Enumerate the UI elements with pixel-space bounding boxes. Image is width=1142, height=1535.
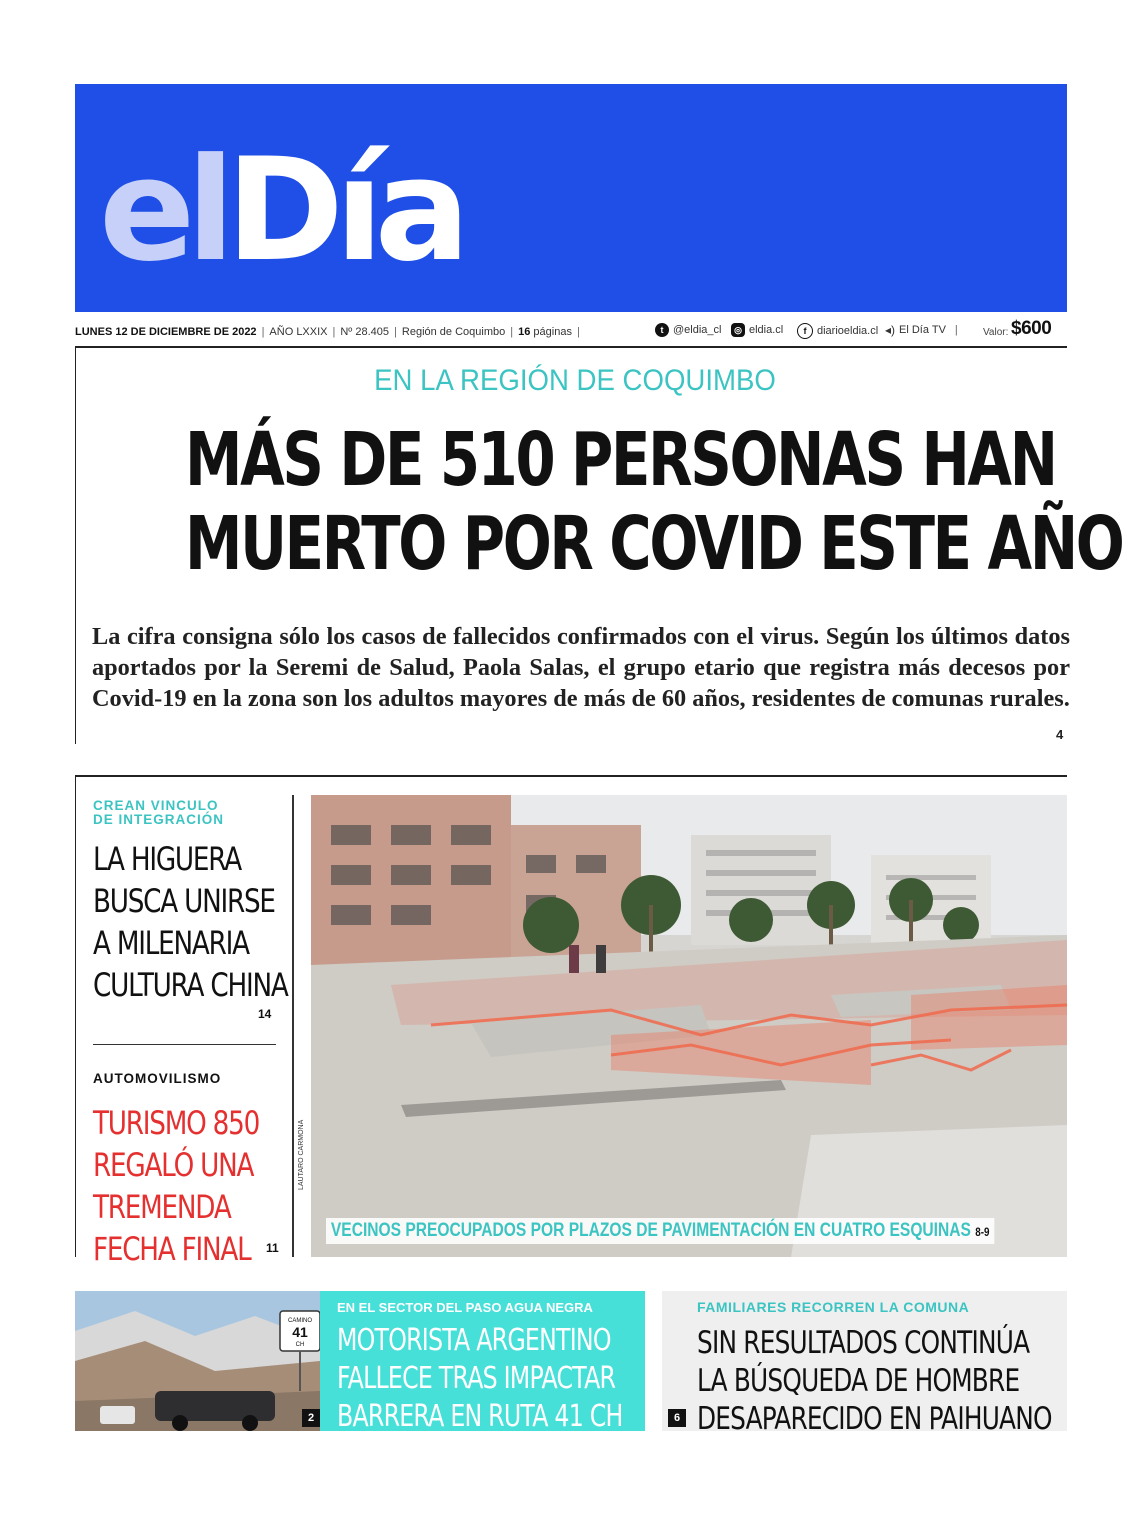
instagram-handle: eldia.cl	[749, 324, 784, 336]
side-story-2-kicker: AUTOMOVILISMO	[93, 1071, 222, 1086]
edition-info: LUNES 12 DE DICIEMBRE DE 2022 | AÑO LXXIX | Nº 28.405 | Región de Coquimbo | 16 páginas |	[75, 326, 580, 338]
tv-label: El Día TV	[899, 324, 946, 336]
photo-credit: LAUTARO CARMONA	[298, 1119, 305, 1190]
price: $600	[1011, 318, 1052, 339]
head-line: MOTORISTA ARGENTINO	[337, 1323, 611, 1358]
facebook-link[interactable]	[797, 323, 878, 339]
instagram-link[interactable]	[731, 323, 783, 337]
side-story-1-page: 14	[258, 1007, 272, 1021]
side-story-2-page: 11	[266, 1241, 279, 1255]
headline-line-2: MUERTO POR COVID ESTE AÑO	[185, 501, 1123, 587]
head-line: CULTURA CHINA	[93, 966, 288, 1004]
issue-region: Región de Coquimbo	[401, 326, 506, 338]
head-line: TURISMO 850	[93, 1104, 260, 1142]
instagram-icon: ◎	[731, 323, 745, 337]
top-story-kicker: EN LA REGIÓN DE COQUIMBO	[374, 364, 776, 397]
head-line: TREMENDA	[93, 1188, 231, 1226]
head-line: FALLECE TRAS IMPACTAR	[337, 1361, 616, 1396]
price-label: Valor:	[983, 327, 1009, 338]
side-story-2-headline[interactable]	[93, 1102, 259, 1270]
head-line: LA HIGUERA	[93, 840, 241, 878]
page-count-word: páginas	[533, 326, 572, 338]
head-line: LA BÚSQUEDA DE HOMBRE	[697, 1363, 1020, 1399]
side-divider	[93, 1044, 276, 1045]
kicker-line-1: CREAN VINCULO	[93, 798, 219, 813]
bottom-left-headline[interactable]	[337, 1322, 623, 1436]
bottom-left-page: 2	[302, 1409, 320, 1427]
head-line: FECHA FINAL	[93, 1230, 251, 1268]
twitter-link[interactable]	[655, 323, 721, 337]
top-story-page: 4	[1056, 727, 1064, 742]
section-left-rule	[75, 777, 76, 1257]
side-story-1-kicker	[93, 799, 283, 827]
tv-link[interactable]: ◂) El Día TV |	[885, 323, 958, 337]
head-line: REGALÓ UNA	[93, 1146, 254, 1184]
head-line: BARRERA EN RUTA 41 CH	[337, 1399, 623, 1434]
bottom-right-page: 6	[668, 1409, 686, 1427]
street-construction-photo	[311, 795, 1067, 1257]
column-divider	[292, 795, 294, 1257]
issue-number: Nº 28.405	[340, 326, 390, 338]
twitter-handle: @eldia_cl	[673, 324, 722, 336]
mountain-road-photo	[75, 1291, 320, 1431]
route-sign-number: 41	[292, 1324, 308, 1340]
head-line: SIN RESULTADOS CONTINÚA	[697, 1325, 1030, 1361]
bottom-right-kicker: FAMILIARES RECORREN LA COMUNA	[697, 1299, 970, 1315]
photo-caption-text: VECINOS PREOCUPADOS POR PLAZOS DE PAVIMENTACIÓN EN CUATRO ESQUINAS	[330, 1220, 971, 1241]
facebook-icon: f	[797, 323, 813, 339]
issue-date: LUNES 12 DE DICIEMBRE DE 2022	[75, 326, 257, 338]
teaser-photo	[75, 1291, 320, 1431]
twitter-icon: t	[655, 323, 669, 337]
page-count: 16	[518, 326, 531, 338]
bottom-right-headline[interactable]	[697, 1324, 1052, 1438]
route-sign-top-text: CAMINO	[288, 1318, 312, 1324]
logo[interactable]	[99, 128, 462, 293]
bottom-left-kicker: EN EL SECTOR DEL PASO AGUA NEGRA	[337, 1300, 593, 1315]
top-story-lede: La cifra consigna sólo los casos de fallecidos confirmados con el virus. Según los últimos datos aportados por la Seremi de Salud, Paola Salas, el grupo etario que registra más decesos por Covid-19 en la zona son los adultos mayores de más de 60 años, residentes de comunas rurales.	[92, 623, 1070, 712]
top-story-rule	[75, 346, 76, 744]
headline-line-1: MÁS DE 510 PERSONAS HAN	[185, 417, 1056, 503]
head-line: DESAPARECIDO EN PAIHUANO	[697, 1401, 1052, 1437]
facebook-handle: diarioeldia.cl	[817, 325, 879, 337]
tv-icon: ◂)	[885, 323, 896, 337]
photo-caption[interactable]	[326, 1218, 994, 1244]
logo-dia: Día	[225, 128, 462, 293]
head-line: BUSCA UNIRSE	[93, 882, 275, 920]
photo-caption-page: 8-9	[975, 1225, 990, 1239]
masthead	[75, 84, 1067, 312]
top-story-headline[interactable]	[185, 417, 1123, 587]
main-photo[interactable]	[311, 795, 1067, 1257]
head-line: A MILENARIA	[93, 924, 249, 962]
logo-el: el	[99, 128, 226, 293]
section-rule	[75, 775, 1067, 777]
issue-year: AÑO LXXIX	[269, 326, 328, 338]
side-story-1-headline[interactable]	[93, 838, 288, 1006]
route-sign-bottom-text: CH	[295, 1342, 305, 1348]
info-bar	[75, 318, 1067, 348]
kicker-line-2: DE INTEGRACIÓN	[93, 812, 225, 827]
